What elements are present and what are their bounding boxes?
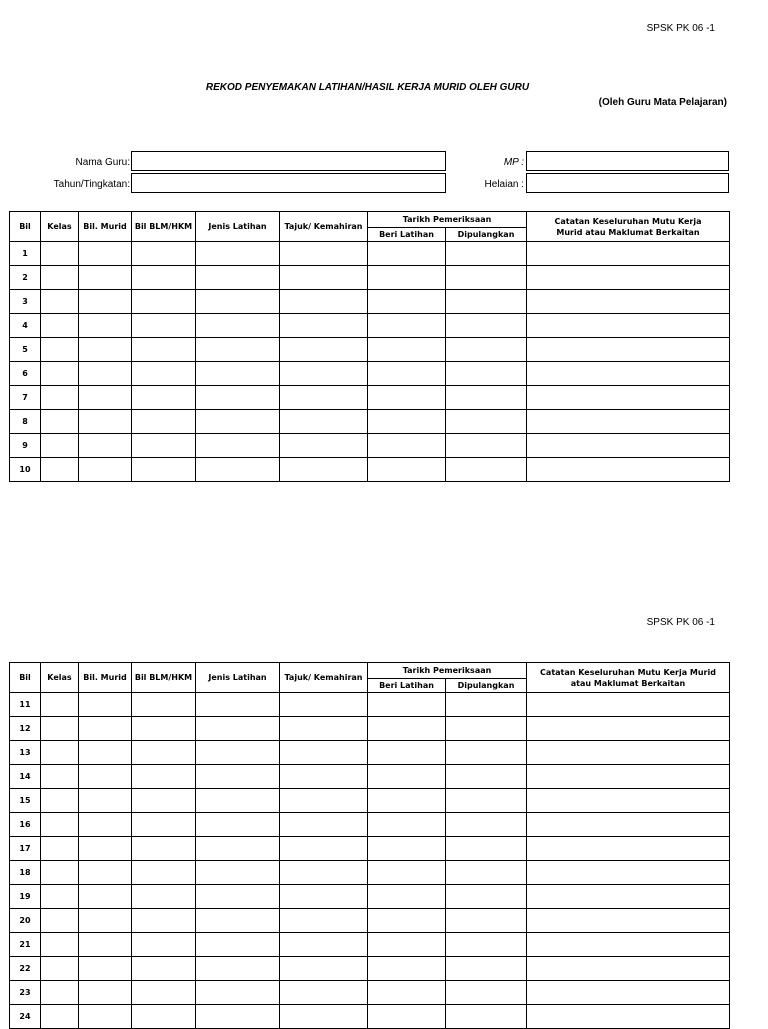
table-cell[interactable] <box>79 434 132 458</box>
page-title: REKOD PENYEMAKAN LATIHAN/HASIL KERJA MURID OLEH GURU <box>205 82 530 93</box>
table-cell[interactable] <box>446 813 527 837</box>
row-number: 6 <box>10 362 41 386</box>
table-cell[interactable] <box>41 837 79 861</box>
row-number: 19 <box>10 885 41 909</box>
table-cell[interactable] <box>446 434 527 458</box>
table-cell[interactable] <box>132 410 196 434</box>
table-row <box>10 693 730 717</box>
row-number: 23 <box>10 981 41 1005</box>
table-cell[interactable] <box>280 981 368 1005</box>
table-cell[interactable] <box>196 338 280 362</box>
table-cell[interactable] <box>368 741 446 765</box>
table-cell[interactable] <box>79 1005 132 1029</box>
table-cell[interactable] <box>41 861 79 885</box>
table-cell[interactable] <box>368 789 446 813</box>
table-cell[interactable] <box>527 242 730 266</box>
table-row <box>10 765 730 789</box>
table-cell[interactable] <box>527 266 730 290</box>
table-cell[interactable] <box>527 957 730 981</box>
table-cell[interactable] <box>527 314 730 338</box>
table-cell[interactable] <box>446 909 527 933</box>
nama-guru-field[interactable] <box>131 151 446 171</box>
row-number: 16 <box>10 813 41 837</box>
table-cell[interactable] <box>280 933 368 957</box>
table-cell[interactable] <box>368 386 446 410</box>
tahun-field[interactable] <box>131 173 446 193</box>
table-cell[interactable] <box>368 290 446 314</box>
table-cell[interactable] <box>196 933 280 957</box>
table-cell[interactable] <box>41 717 79 741</box>
table-cell[interactable] <box>132 717 196 741</box>
table-cell[interactable] <box>41 813 79 837</box>
table-cell[interactable] <box>368 314 446 338</box>
table-row <box>10 290 730 314</box>
table-cell[interactable] <box>368 861 446 885</box>
table-cell[interactable] <box>79 741 132 765</box>
table-cell[interactable] <box>368 885 446 909</box>
table-cell[interactable] <box>132 813 196 837</box>
row-number: 3 <box>10 290 41 314</box>
table-cell[interactable] <box>132 434 196 458</box>
table-row <box>10 789 730 813</box>
table-cell[interactable] <box>446 957 527 981</box>
table-cell[interactable] <box>41 933 79 957</box>
table-cell[interactable] <box>280 1005 368 1029</box>
table-row <box>10 813 730 837</box>
table-cell[interactable] <box>368 981 446 1005</box>
table-cell[interactable] <box>368 362 446 386</box>
table-cell[interactable] <box>368 837 446 861</box>
table-cell[interactable] <box>132 741 196 765</box>
table-cell[interactable] <box>79 789 132 813</box>
table-cell[interactable] <box>446 338 527 362</box>
row-number: 15 <box>10 789 41 813</box>
table-cell[interactable] <box>79 410 132 434</box>
table-cell[interactable] <box>132 957 196 981</box>
table-cell[interactable] <box>132 765 196 789</box>
table-cell[interactable] <box>132 362 196 386</box>
table-cell[interactable] <box>446 885 527 909</box>
table-cell[interactable] <box>132 693 196 717</box>
table-cell[interactable] <box>41 434 79 458</box>
table-row <box>10 861 730 885</box>
table-row <box>10 909 730 933</box>
table-row <box>10 717 730 741</box>
row-number: 4 <box>10 314 41 338</box>
table-cell[interactable] <box>280 693 368 717</box>
table-row <box>10 314 730 338</box>
helaian-field[interactable] <box>526 173 729 193</box>
table-cell[interactable] <box>368 410 446 434</box>
header-catatan: Catatan Keseluruhan Mutu Kerja Murid atau Maklumat Berkaitan <box>527 663 730 693</box>
table-cell[interactable] <box>41 885 79 909</box>
table-cell[interactable] <box>196 386 280 410</box>
table-cell[interactable] <box>527 909 730 933</box>
table-cell[interactable] <box>446 362 527 386</box>
table-cell[interactable] <box>280 314 368 338</box>
table-cell[interactable] <box>79 458 132 482</box>
table-cell[interactable] <box>446 458 527 482</box>
table-cell[interactable] <box>280 885 368 909</box>
table-cell[interactable] <box>446 981 527 1005</box>
table-cell[interactable] <box>280 362 368 386</box>
table-cell[interactable] <box>196 789 280 813</box>
table-cell[interactable] <box>196 314 280 338</box>
table-row <box>10 957 730 981</box>
table-cell[interactable] <box>41 386 79 410</box>
table-cell[interactable] <box>196 458 280 482</box>
table-cell[interactable] <box>132 290 196 314</box>
table-cell[interactable] <box>527 434 730 458</box>
table-cell[interactable] <box>368 813 446 837</box>
table-row <box>10 885 730 909</box>
table-cell[interactable] <box>280 957 368 981</box>
table-cell[interactable] <box>196 362 280 386</box>
row-number: 12 <box>10 717 41 741</box>
row-number: 5 <box>10 338 41 362</box>
form-code: SPSK PK 06 -1 <box>646 617 715 628</box>
table-cell[interactable] <box>280 458 368 482</box>
table-cell[interactable] <box>41 410 79 434</box>
table-row <box>10 362 730 386</box>
table-cell[interactable] <box>446 693 527 717</box>
row-number: 14 <box>10 765 41 789</box>
table-cell[interactable] <box>196 290 280 314</box>
table-cell[interactable] <box>41 314 79 338</box>
table-row <box>10 933 730 957</box>
table-cell[interactable] <box>41 741 79 765</box>
header-tajuk: Tajuk/ Kemahiran <box>280 663 368 693</box>
table-row <box>10 410 730 434</box>
table-cell[interactable] <box>280 242 368 266</box>
table-cell[interactable] <box>132 314 196 338</box>
header-beri-latihan: Beri Latihan <box>368 679 446 693</box>
header-jenis-latihan: Jenis Latihan <box>196 663 280 693</box>
page-subtitle: (Oleh Guru Mata Pelajaran) <box>598 97 727 108</box>
table-cell[interactable] <box>196 242 280 266</box>
table-cell[interactable] <box>196 1005 280 1029</box>
header-beri-latihan: Beri Latihan <box>368 228 446 242</box>
table-cell[interactable] <box>527 693 730 717</box>
table-cell[interactable] <box>280 765 368 789</box>
mp-field[interactable] <box>526 151 729 171</box>
table-cell[interactable] <box>196 434 280 458</box>
header-bil: Bil <box>10 212 41 242</box>
table-cell[interactable] <box>446 861 527 885</box>
table-cell[interactable] <box>196 813 280 837</box>
table-cell[interactable] <box>79 314 132 338</box>
table-cell[interactable] <box>527 1005 730 1029</box>
table-cell[interactable] <box>368 693 446 717</box>
table-cell[interactable] <box>79 242 132 266</box>
row-number: 17 <box>10 837 41 861</box>
record-table-1 <box>9 211 730 482</box>
table-row <box>10 386 730 410</box>
table-cell[interactable] <box>446 837 527 861</box>
header-dipulangkan: Dipulangkan <box>446 679 527 693</box>
table-cell[interactable] <box>280 789 368 813</box>
table-cell[interactable] <box>41 693 79 717</box>
table-cell[interactable] <box>368 765 446 789</box>
table-cell[interactable] <box>196 885 280 909</box>
table-cell[interactable] <box>368 933 446 957</box>
table-cell[interactable] <box>79 837 132 861</box>
table-cell[interactable] <box>41 362 79 386</box>
table-cell[interactable] <box>527 837 730 861</box>
table-cell[interactable] <box>527 861 730 885</box>
table-row <box>10 242 730 266</box>
table-cell[interactable] <box>132 242 196 266</box>
table-cell[interactable] <box>41 957 79 981</box>
table-cell[interactable] <box>79 717 132 741</box>
table-row <box>10 266 730 290</box>
table-row <box>10 837 730 861</box>
header-kelas: Kelas <box>41 212 79 242</box>
header-tajuk: Tajuk/ Kemahiran <box>280 212 368 242</box>
table-cell[interactable] <box>280 434 368 458</box>
row-number: 10 <box>10 458 41 482</box>
table-cell[interactable] <box>446 410 527 434</box>
table-cell[interactable] <box>79 909 132 933</box>
table-cell[interactable] <box>280 338 368 362</box>
table-cell[interactable] <box>196 909 280 933</box>
table-cell[interactable] <box>368 242 446 266</box>
header-catatan: Catatan Keseluruhan Mutu Kerja Murid atau Maklumat Berkaitan <box>527 212 730 242</box>
row-number: 21 <box>10 933 41 957</box>
table-cell[interactable] <box>446 789 527 813</box>
table-row <box>10 1005 730 1029</box>
form-code: SPSK PK 06 -1 <box>646 23 715 34</box>
table-cell[interactable] <box>196 861 280 885</box>
mp-label: MP : <box>503 157 524 168</box>
table-cell[interactable] <box>368 338 446 362</box>
table-cell[interactable] <box>196 837 280 861</box>
table-cell[interactable] <box>41 338 79 362</box>
table-cell[interactable] <box>446 765 527 789</box>
table-cell[interactable] <box>280 410 368 434</box>
table-cell[interactable] <box>132 338 196 362</box>
table-cell[interactable] <box>280 290 368 314</box>
table-cell[interactable] <box>527 885 730 909</box>
table-cell[interactable] <box>79 362 132 386</box>
table-cell[interactable] <box>280 837 368 861</box>
table-cell[interactable] <box>79 813 132 837</box>
table-cell[interactable] <box>527 813 730 837</box>
table-cell[interactable] <box>196 266 280 290</box>
table-cell[interactable] <box>132 885 196 909</box>
header-jenis-latihan: Jenis Latihan <box>196 212 280 242</box>
table-cell[interactable] <box>41 290 79 314</box>
table-row <box>10 338 730 362</box>
table-cell[interactable] <box>41 266 79 290</box>
header-bil-murid: Bil. Murid <box>79 663 132 693</box>
table-cell[interactable] <box>196 717 280 741</box>
table-cell[interactable] <box>41 1005 79 1029</box>
table-cell[interactable] <box>527 362 730 386</box>
table-cell[interactable] <box>368 909 446 933</box>
table-cell[interactable] <box>132 386 196 410</box>
table-cell[interactable] <box>41 909 79 933</box>
table-cell[interactable] <box>196 981 280 1005</box>
table-cell[interactable] <box>280 386 368 410</box>
table-cell[interactable] <box>446 314 527 338</box>
table-cell[interactable] <box>446 242 527 266</box>
table-cell[interactable] <box>132 861 196 885</box>
table-cell[interactable] <box>527 933 730 957</box>
row-number: 20 <box>10 909 41 933</box>
table-cell[interactable] <box>196 741 280 765</box>
table-cell[interactable] <box>527 338 730 362</box>
table-cell[interactable] <box>132 458 196 482</box>
table-row <box>10 434 730 458</box>
table-cell[interactable] <box>79 765 132 789</box>
table-cell[interactable] <box>368 458 446 482</box>
table-cell[interactable] <box>196 765 280 789</box>
row-number: 8 <box>10 410 41 434</box>
table-cell[interactable] <box>527 458 730 482</box>
table-cell[interactable] <box>280 266 368 290</box>
table-row <box>10 981 730 1005</box>
table-cell[interactable] <box>368 717 446 741</box>
table-cell[interactable] <box>132 933 196 957</box>
table-cell[interactable] <box>41 981 79 1005</box>
table-cell[interactable] <box>41 789 79 813</box>
table-cell[interactable] <box>527 741 730 765</box>
table-cell[interactable] <box>79 266 132 290</box>
table-cell[interactable] <box>132 981 196 1005</box>
table-cell[interactable] <box>527 386 730 410</box>
table-row <box>10 458 730 482</box>
table-cell[interactable] <box>79 933 132 957</box>
table-cell[interactable] <box>446 290 527 314</box>
table-cell[interactable] <box>79 957 132 981</box>
table-cell[interactable] <box>132 266 196 290</box>
table-row <box>10 741 730 765</box>
record-table-2 <box>9 662 730 1029</box>
header-bil-blm: Bil BLM/HKM <box>132 663 196 693</box>
table-cell[interactable] <box>41 242 79 266</box>
table-cell[interactable] <box>446 933 527 957</box>
row-number: 9 <box>10 434 41 458</box>
table-cell[interactable] <box>446 1005 527 1029</box>
table-cell[interactable] <box>79 290 132 314</box>
table-cell[interactable] <box>527 290 730 314</box>
table-cell[interactable] <box>446 717 527 741</box>
table-cell[interactable] <box>41 458 79 482</box>
table-cell[interactable] <box>446 266 527 290</box>
table-cell[interactable] <box>196 410 280 434</box>
table-cell[interactable] <box>368 1005 446 1029</box>
table-cell[interactable] <box>446 386 527 410</box>
table-cell[interactable] <box>368 957 446 981</box>
nama-guru-label: Nama Guru: <box>75 157 130 168</box>
table-cell[interactable] <box>280 909 368 933</box>
table-cell[interactable] <box>280 861 368 885</box>
tahun-label: Tahun/Tingkatan: <box>53 179 130 190</box>
helaian-label: Helaian : <box>484 179 524 190</box>
table-cell[interactable] <box>196 693 280 717</box>
table-cell[interactable] <box>527 981 730 1005</box>
table-cell[interactable] <box>132 1005 196 1029</box>
row-number: 2 <box>10 266 41 290</box>
header-tarikh: Tarikh Pemeriksaan <box>368 663 527 679</box>
table-cell[interactable] <box>368 266 446 290</box>
table-cell[interactable] <box>132 909 196 933</box>
table-cell[interactable] <box>79 693 132 717</box>
table-cell[interactable] <box>527 410 730 434</box>
header-bil-murid: Bil. Murid <box>79 212 132 242</box>
header-bil: Bil <box>10 663 41 693</box>
row-number: 24 <box>10 1005 41 1029</box>
table-cell[interactable] <box>79 338 132 362</box>
header-dipulangkan: Dipulangkan <box>446 228 527 242</box>
table-cell[interactable] <box>79 386 132 410</box>
header-kelas: Kelas <box>41 663 79 693</box>
table-cell[interactable] <box>196 957 280 981</box>
table-cell[interactable] <box>280 741 368 765</box>
header-tarikh: Tarikh Pemeriksaan <box>368 212 527 228</box>
row-number: 7 <box>10 386 41 410</box>
header-bil-blm: Bil BLM/HKM <box>132 212 196 242</box>
row-number: 1 <box>10 242 41 266</box>
table-cell[interactable] <box>280 717 368 741</box>
row-number: 13 <box>10 741 41 765</box>
table-cell[interactable] <box>79 885 132 909</box>
table-cell[interactable] <box>446 741 527 765</box>
table-cell[interactable] <box>527 765 730 789</box>
table-cell[interactable] <box>132 789 196 813</box>
table-cell[interactable] <box>132 837 196 861</box>
row-number: 22 <box>10 957 41 981</box>
table-cell[interactable] <box>368 434 446 458</box>
table-cell[interactable] <box>527 717 730 741</box>
table-cell[interactable] <box>280 813 368 837</box>
row-number: 11 <box>10 693 41 717</box>
table-cell[interactable] <box>41 765 79 789</box>
row-number: 18 <box>10 861 41 885</box>
table-cell[interactable] <box>527 789 730 813</box>
table-cell[interactable] <box>79 981 132 1005</box>
table-cell[interactable] <box>79 861 132 885</box>
